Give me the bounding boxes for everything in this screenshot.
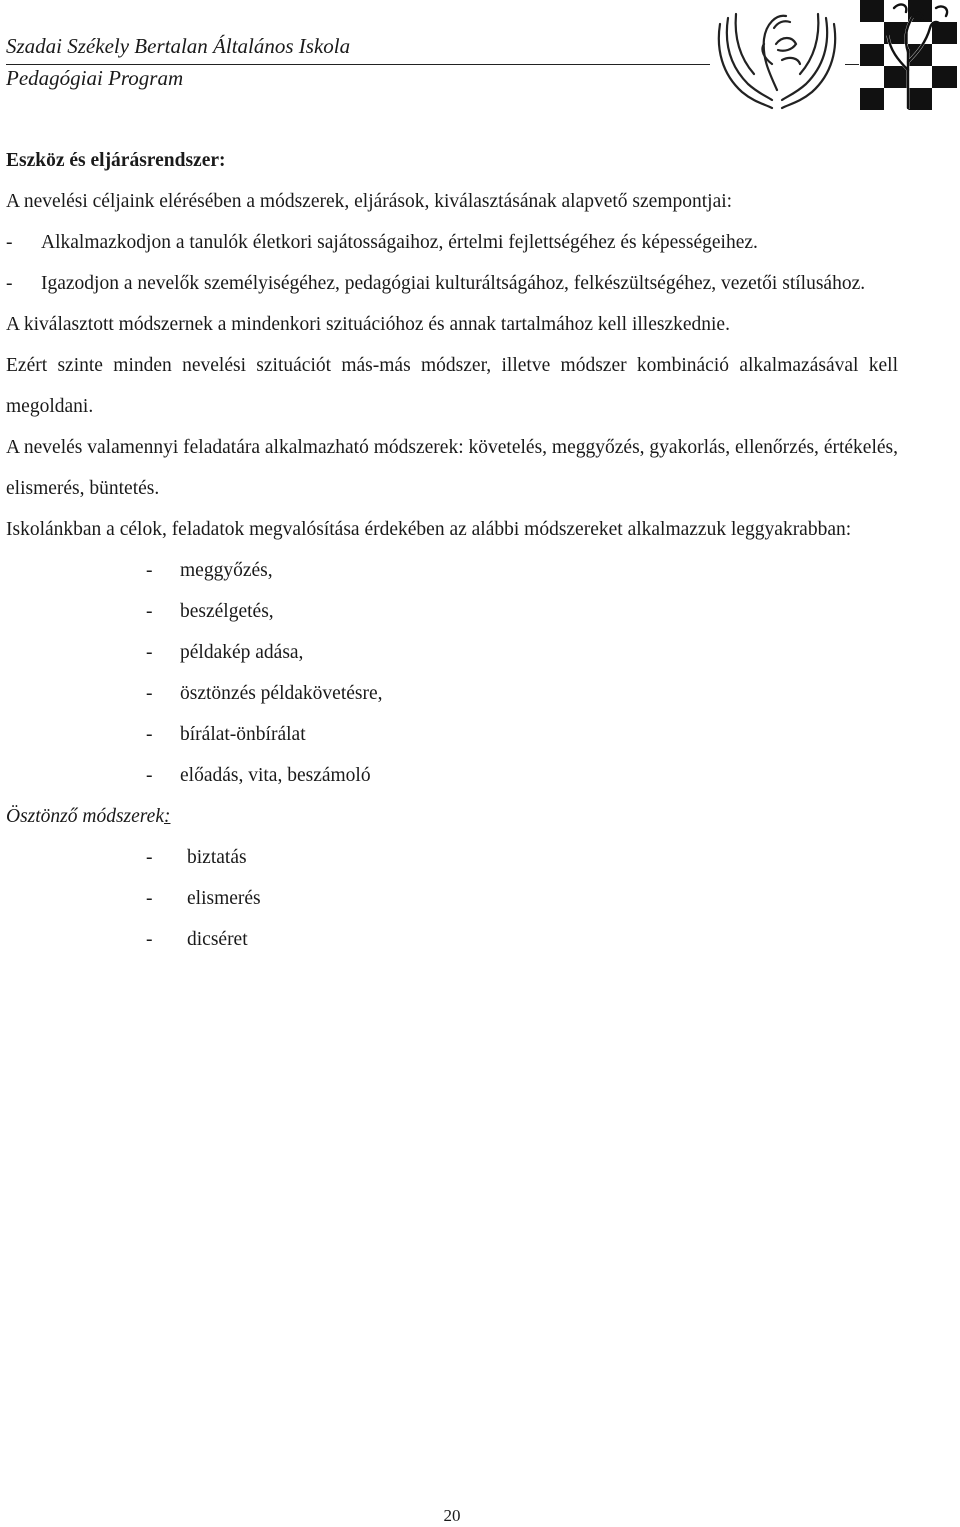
- methods-list: [6, 550, 898, 796]
- tree-chessboard-logo-icon: [860, 0, 957, 110]
- bullet-dash: -: [146, 642, 153, 663]
- page-number: 20: [443, 1506, 461, 1525]
- list-item: [6, 755, 898, 796]
- program-name: Pedagógiai Program: [6, 66, 184, 90]
- list-item-text: példakép adása,: [180, 642, 304, 663]
- paragraph: A nevelés valamennyi feladatára alkalmazható módszerek: követelés, meggyőzés, gyakorlás, ellenőrzés, értékelés, elismerés, büntetés.: [6, 437, 898, 499]
- bullet-dash: -: [146, 888, 153, 909]
- list-item-text: meggyőzés,: [180, 560, 273, 581]
- header-rule-right: [845, 64, 859, 65]
- intro-paragraph: A nevelési céljaink elérésében a módszerek, eljárások, kiválasztásának alapvető szempontjai:: [6, 191, 733, 212]
- bullet-dash: -: [146, 601, 153, 622]
- list-item: [6, 878, 898, 919]
- paragraph: Iskolánkban a célok, feladatok megvalósítása érdekében az alábbi módszereket alkalmazzuk leggyakrabban:: [6, 519, 852, 540]
- list-item: [6, 919, 898, 960]
- bullet-dash: -: [146, 929, 153, 950]
- list-item: [6, 591, 898, 632]
- bullet-dash: -: [146, 724, 153, 745]
- bullet-dash: -: [146, 683, 153, 704]
- criteria-item: [6, 263, 898, 304]
- criteria-text: Igazodjon a nevelők személyiségéhez, pedagógiai kulturáltságához, felkészültségéhez, vezetői stílusához.: [41, 273, 866, 294]
- paragraph: A kiválasztott módszernek a mindenkori szituációhoz és annak tartalmához kell illeszkednie.: [6, 314, 730, 335]
- list-item-text: bírálat-önbírálat: [180, 724, 306, 745]
- list-item-text: előadás, vita, beszámoló: [180, 765, 371, 786]
- list-item: [6, 632, 898, 673]
- list-item-text: ösztönzés példakövetésre,: [180, 683, 383, 704]
- bullet-dash: -: [146, 765, 153, 786]
- motivating-methods-heading: [6, 796, 898, 837]
- criteria-text: Alkalmazkodjon a tanulók életkori sajátosságaihoz, értelmi fejlettségéhez és képességeihez.: [41, 232, 758, 253]
- list-item: [6, 837, 898, 878]
- list-item-text: beszélgetés,: [180, 601, 274, 622]
- paragraph: Ezért szinte minden nevelési szituációt más-más módszer, illetve módszer kombináció alkalmazásával kell megoldani.: [6, 355, 898, 417]
- school-name: Szadai Székely Bertalan Általános Iskola: [6, 34, 351, 58]
- criteria-item: [6, 222, 898, 263]
- list-item: [6, 550, 898, 591]
- bullet-dash: -: [146, 560, 153, 581]
- bullet-dash: -: [6, 273, 13, 294]
- motivating-colon: :: [163, 806, 171, 827]
- bullet-dash: -: [146, 847, 153, 868]
- header-rule: [6, 64, 710, 65]
- page-header: [0, 0, 960, 115]
- section-heading: Eszköz és eljárásrendszer:: [6, 150, 226, 171]
- list-item: [6, 714, 898, 755]
- list-item-text: dicséret: [187, 929, 248, 950]
- motivating-title: Ösztönző módszerek: [6, 806, 164, 827]
- motivating-methods-list: [6, 837, 898, 960]
- bullet-dash: -: [6, 232, 13, 253]
- list-item: [6, 673, 898, 714]
- list-item-text: biztatás: [187, 847, 247, 868]
- hands-logo-icon: [712, 4, 842, 112]
- document-body: [6, 140, 898, 960]
- list-item-text: elismerés: [187, 888, 261, 909]
